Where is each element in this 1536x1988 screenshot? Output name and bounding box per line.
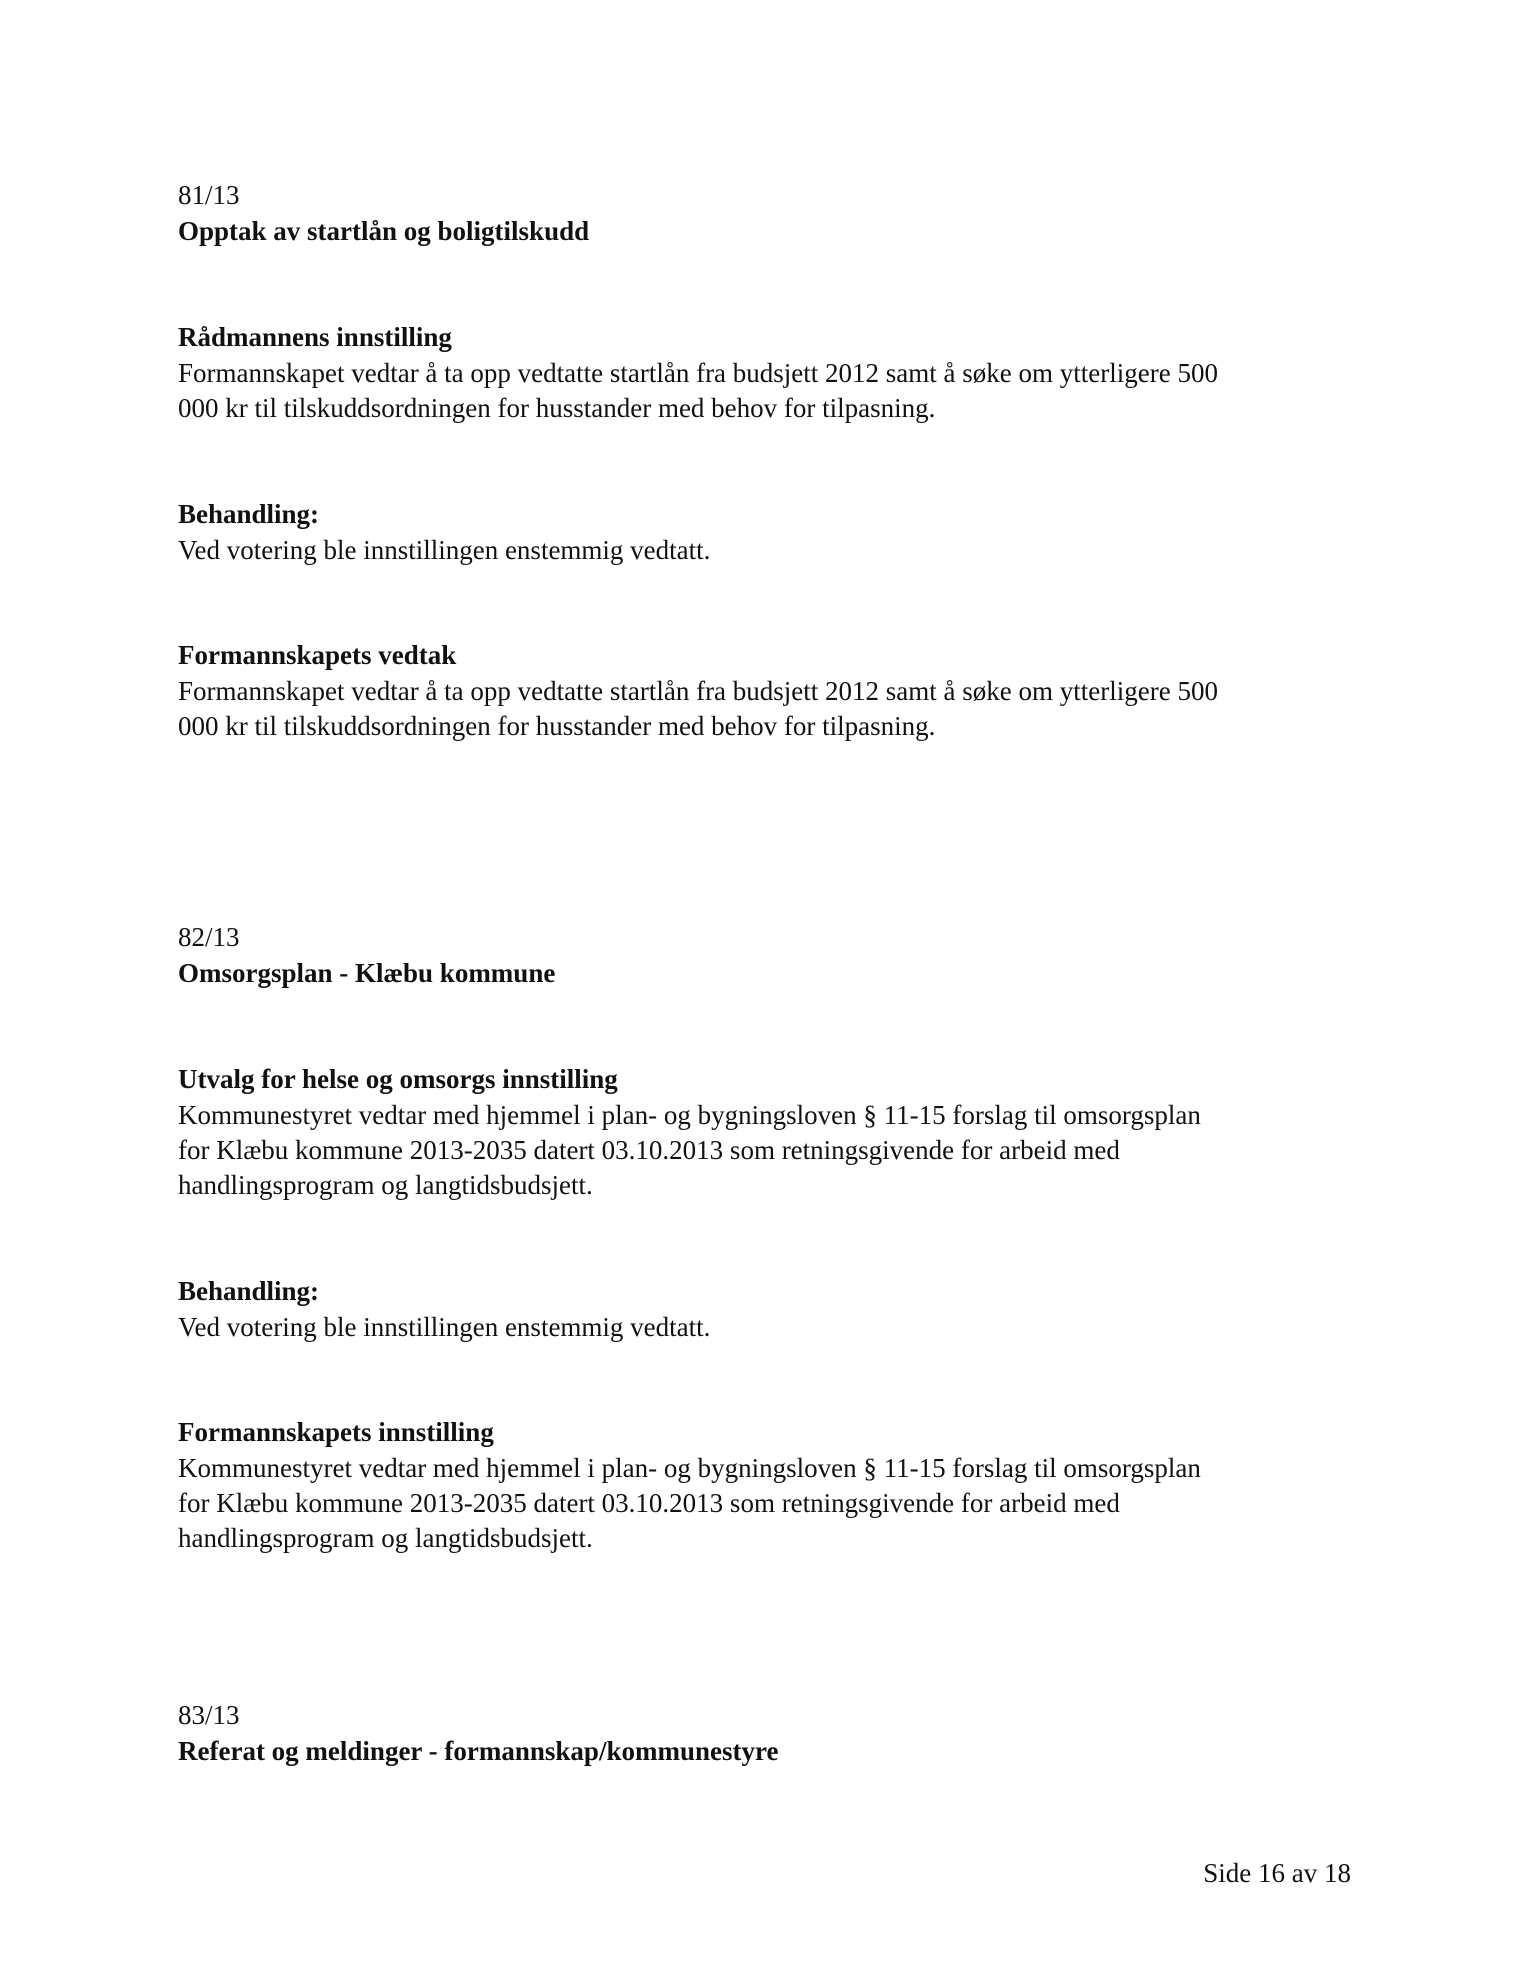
body-line: Kommunestyret vedtar med hjemmel i plan- og bygningsloven § 11-15 forslag til omsorgsplan: [178, 1453, 1201, 1483]
case-number: 82/13: [178, 922, 240, 952]
section-body: [178, 1310, 710, 1345]
body-line: Formannskapet vedtar å ta opp vedtatte startlån fra budsjett 2012 samt å søke om ytterligere 500: [178, 676, 1218, 706]
section-heading: Utvalg for helse og omsorgs innstilling: [178, 1064, 618, 1094]
body-line: for Klæbu kommune 2013-2035 datert 03.10.2013 som retningsgivende for arbeid med: [178, 1135, 1120, 1165]
case-number: 81/13: [178, 180, 240, 210]
body-line: handlingsprogram og langtidsbudsjett.: [178, 1170, 593, 1200]
section-heading: Rådmannens innstilling: [178, 322, 452, 352]
body-line: Kommunestyret vedtar med hjemmel i plan- og bygningsloven § 11-15 forslag til omsorgsplan: [178, 1100, 1201, 1130]
section-body: [178, 674, 1218, 744]
body-line: for Klæbu kommune 2013-2035 datert 03.10.2013 som retningsgivende for arbeid med: [178, 1488, 1120, 1518]
section-body: [178, 1451, 1201, 1556]
section-heading: Behandling:: [178, 499, 320, 529]
case-title: Omsorgsplan - Klæbu kommune: [178, 958, 556, 988]
section-heading: Formannskapets innstilling: [178, 1417, 494, 1447]
section-body: [178, 1098, 1201, 1203]
body-line: Ved votering ble innstillingen enstemmig vedtatt.: [178, 535, 711, 565]
body-line: 000 kr til tilskuddsordningen for husstander med behov for tilpasning.: [178, 393, 936, 423]
body-line: 000 kr til tilskuddsordningen for husstander med behov for tilpasning.: [178, 711, 936, 741]
section-body: [178, 356, 1218, 426]
section-body: [178, 533, 710, 568]
section-heading: Formannskapets vedtak: [178, 640, 457, 670]
section-heading: Behandling:: [178, 1276, 320, 1306]
case-title: Opptak av startlån og boligtilskudd: [178, 216, 590, 246]
case-number: 83/13: [178, 1700, 240, 1730]
case-title: Referat og meldinger - formannskap/kommunestyre: [178, 1736, 779, 1766]
body-line: Formannskapet vedtar å ta opp vedtatte startlån fra budsjett 2012 samt å søke om ytterligere 500: [178, 358, 1218, 388]
page-number: Side 16 av 18: [1203, 1858, 1351, 1888]
body-line: Ved votering ble innstillingen enstemmig vedtatt.: [178, 1312, 711, 1342]
body-line: handlingsprogram og langtidsbudsjett.: [178, 1523, 593, 1553]
